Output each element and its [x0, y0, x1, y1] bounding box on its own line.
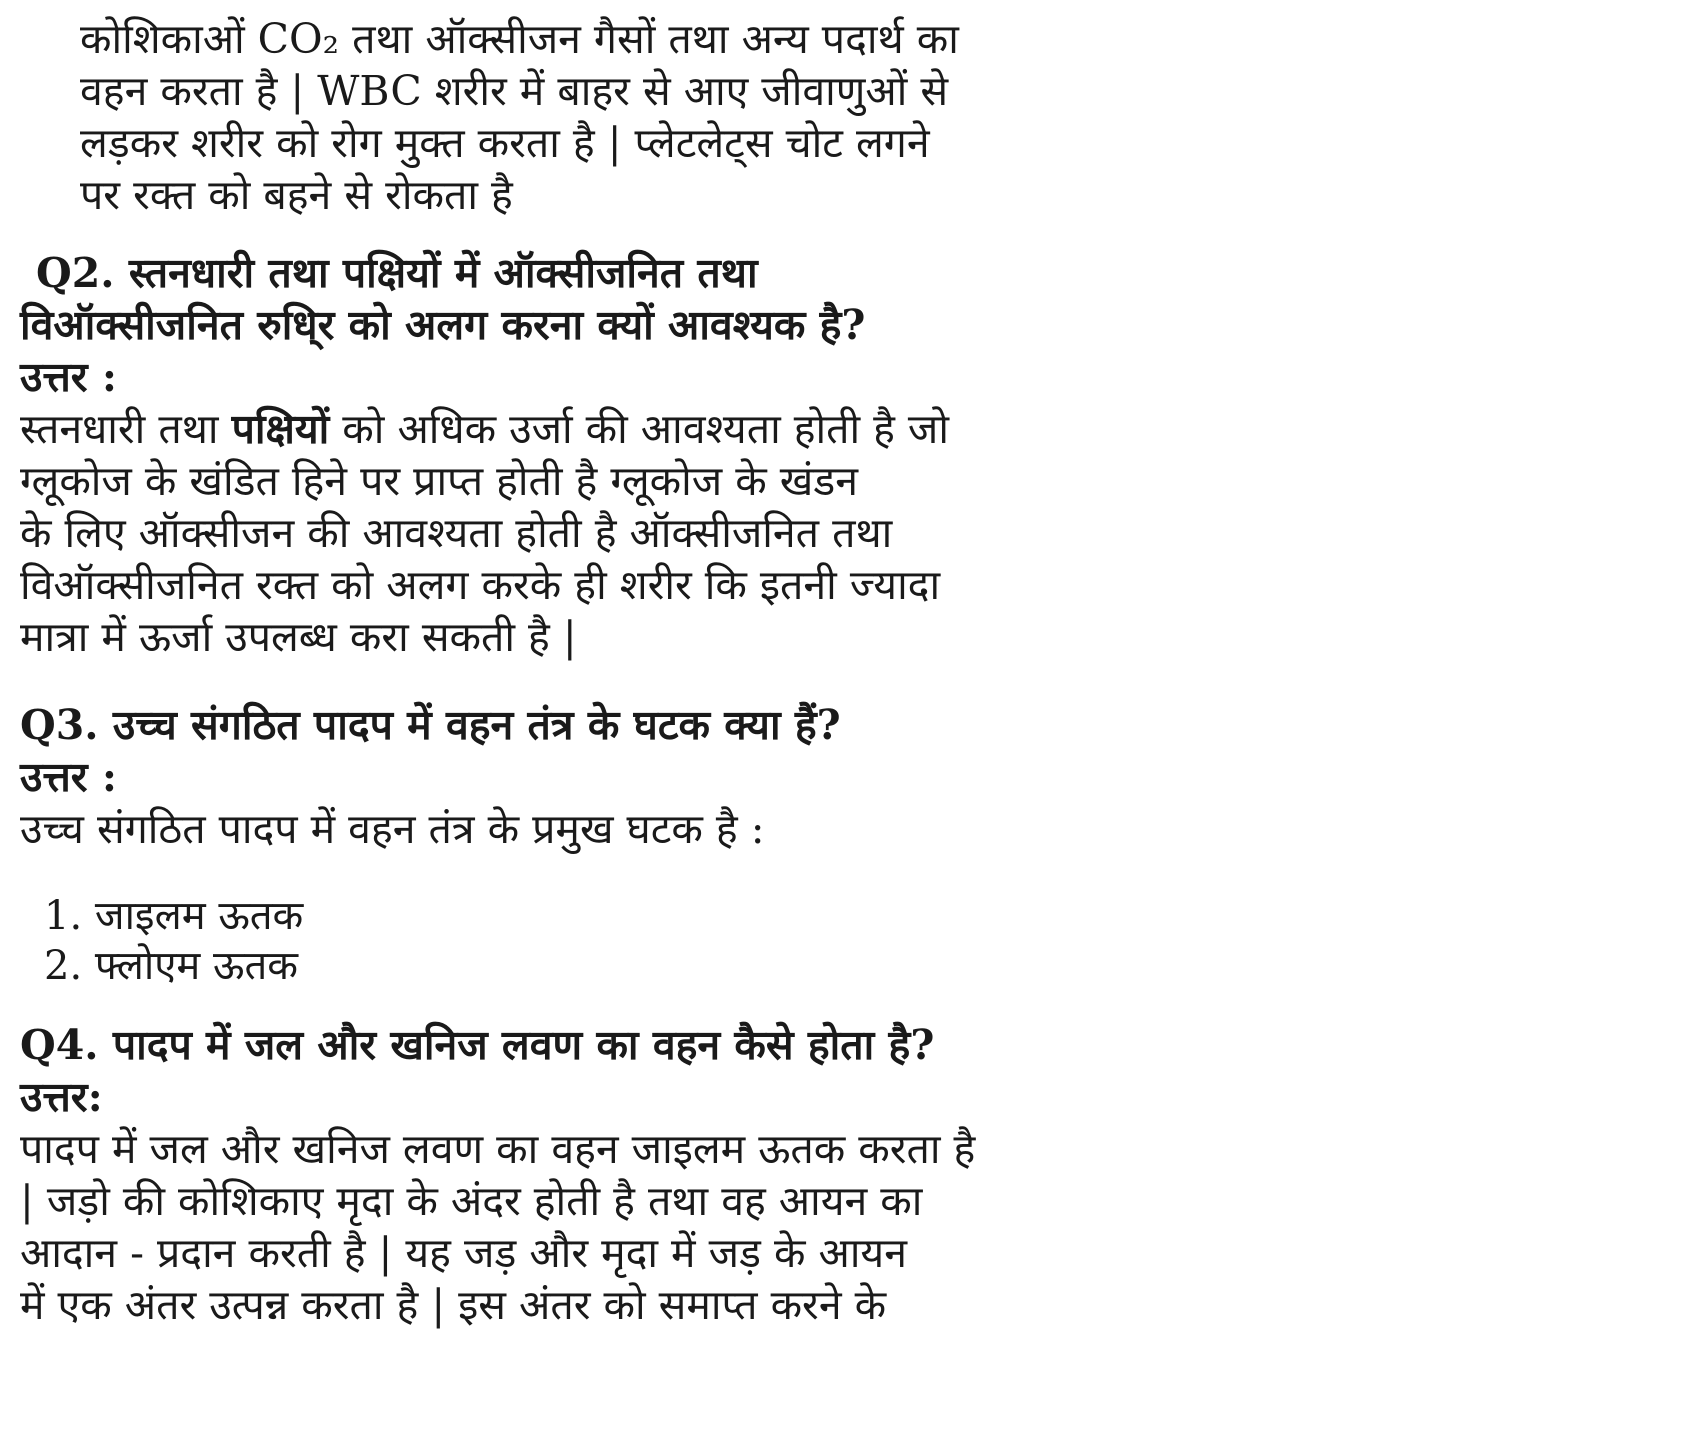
q4-answer-line-1: पादप में जल और खनिज लवण का वहन जाइलम ऊतक करता है [20, 1125, 976, 1173]
q2-answer-line-3: के लिए ऑक्सीजन की आवश्यता होती है ऑक्सीजनित तथा [20, 509, 893, 557]
q4-answer-line-2: | जड़ो की कोशिकाए मृदा के अंदर होती है तथा वह आयन का [20, 1177, 923, 1225]
q2-answer-text-a: स्तनधारी तथा [20, 405, 232, 453]
q2-question-text: स्तनधारी तथा पक्षियों में ऑक्सीजनित तथा [128, 249, 758, 297]
q3-question [20, 698, 841, 752]
q3-number: Q3. [20, 701, 99, 749]
q2-number: Q2. [36, 249, 115, 297]
list-item [44, 940, 298, 992]
q3-answer-label: उत्तर : [20, 753, 117, 801]
q2-question-line-1 [36, 246, 758, 300]
q4-number: Q4. [20, 1021, 99, 1069]
q2-answer-text-b: को अधिक उर्जा की आवश्यता होती है जो [329, 405, 949, 453]
q2-answer-bold-word: पक्षियों [231, 405, 330, 453]
q2-answer-label: उत्तर : [20, 353, 117, 401]
q2-answer-line-5: मात्रा में ऊर्जा उपलब्ध करा सकती है | [20, 613, 577, 661]
q2-answer-line-2: ग्लूकोज के खंडित हिने पर प्राप्त होती है ग्लूकोज के खंडन [20, 457, 858, 505]
continuation-line-3: लड़कर शरीर को रोग मुक्त करता है | प्लेटलेट्स चोट लगने [80, 119, 930, 167]
q2-question-line-2: विऑक्सीजनित रुधि्र को अलग करना क्यों आवश्यक है? [20, 301, 866, 349]
q2-answer-line-1 [20, 402, 949, 456]
list-item [44, 890, 303, 942]
continuation-line-1: कोशिकाओं CO₂ तथा ऑक्सीजन गैसों तथा अन्य पदार्थ का [80, 15, 959, 63]
q4-answer-label: उत्तर: [20, 1073, 103, 1121]
q4-answer-line-4: में एक अंतर उत्पन्न करता है | इस अंतर को समाप्त करने के [20, 1281, 887, 1329]
list-item-number: 2. [44, 943, 83, 989]
q4-question-text: पादप में जल और खनिज लवण का वहन कैसे होता है? [112, 1021, 935, 1069]
list-item-text: फ्लोएम ऊतक [94, 943, 298, 989]
list-item-number: 1. [44, 893, 83, 939]
q4-question [20, 1018, 934, 1072]
q4-answer-line-3: आदान - प्रदान करती है | यह जड़ और मृदा में जड़ के आयन [20, 1229, 907, 1277]
q3-question-text: उच्च संगठित पादप में वहन तंत्र के घटक क्या हैं? [112, 701, 841, 749]
list-item-text: जाइलम ऊतक [94, 893, 304, 939]
q2-answer-line-4: विऑक्सीजनित रक्त को अलग करके ही शरीर कि इतनी ज्यादा [20, 561, 941, 609]
continuation-line-2: वहन करता है | WBC शरीर में बाहर से आए जीवाणुओं से [80, 67, 949, 115]
continuation-line-4: पर रक्त को बहने से रोकता है [80, 171, 513, 219]
q3-answer-intro: उच्च संगठित पादप में वहन तंत्र के प्रमुख घटक है : [20, 805, 765, 853]
